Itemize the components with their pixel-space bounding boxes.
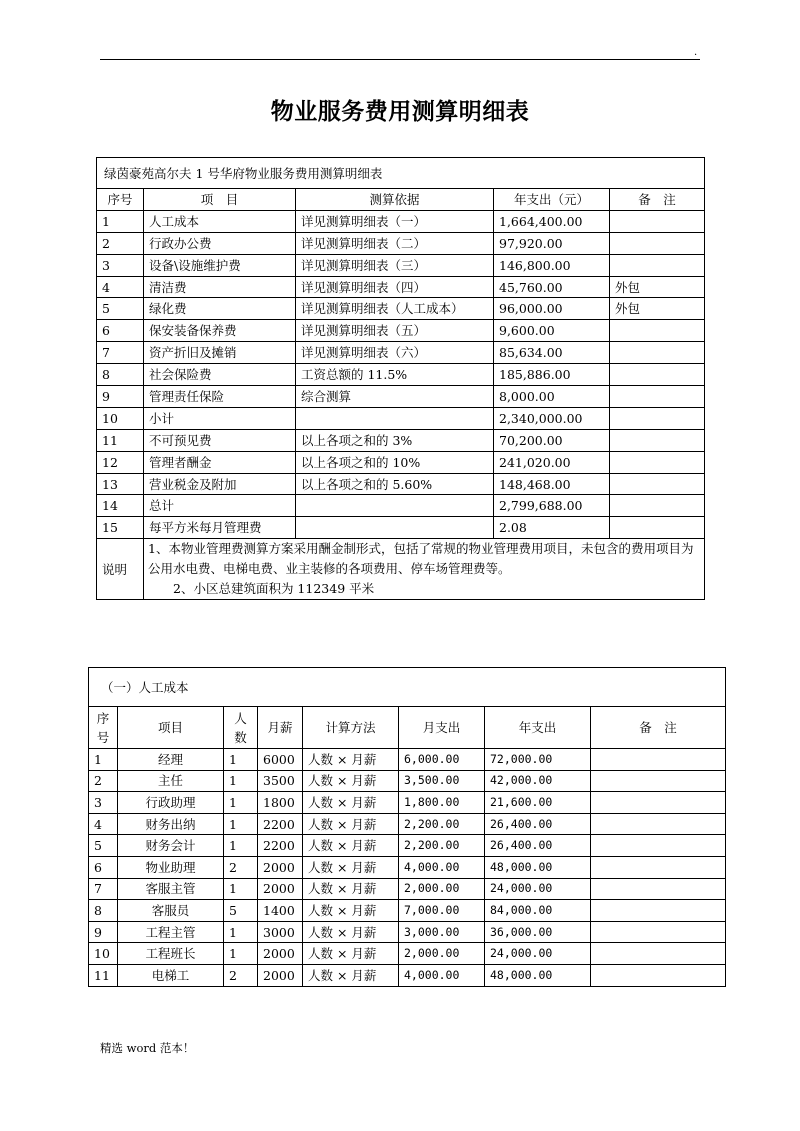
- row-basis: 详见测算明细表（五）: [296, 320, 494, 342]
- row-item: 保安装备保养费: [144, 320, 296, 342]
- row-annual: 146,800.00: [494, 254, 610, 276]
- header-annual: 年支出（元）: [494, 189, 610, 211]
- row-item: 小计: [144, 407, 296, 429]
- row-basis: 详见测算明细表（三）: [296, 254, 494, 276]
- note-line: 2、小区总建筑面积为 112349 平米: [173, 581, 375, 597]
- row-remark: [610, 342, 705, 364]
- row-no: 10: [97, 407, 144, 429]
- labor-monthly: 6,000.00: [399, 749, 485, 771]
- labor-salary: 6000: [258, 749, 303, 771]
- labor-monthly: 3,000.00: [399, 921, 485, 943]
- labor-count: 1: [224, 943, 258, 965]
- row-item: 管理责任保险: [144, 386, 296, 408]
- labor-count: 1: [224, 749, 258, 771]
- labor-remark: [591, 749, 726, 771]
- page-footer: 精选 word 范本！: [100, 1041, 195, 1055]
- row-remark: 外包: [610, 276, 705, 298]
- labor-monthly: 2,200.00: [399, 835, 485, 857]
- header-item: 项 目: [144, 189, 296, 211]
- summary-row: [97, 210, 705, 232]
- labor-row: [89, 749, 726, 771]
- summary-row: [97, 254, 705, 276]
- summary-row: [97, 342, 705, 364]
- labor-salary: 2000: [258, 943, 303, 965]
- row-no: 1: [97, 210, 144, 232]
- row-annual: 148,468.00: [494, 473, 610, 495]
- row-item: 每平方米每月管理费: [144, 517, 296, 539]
- labor-remark: [591, 770, 726, 792]
- labor-header-monthly: 月支出: [399, 707, 485, 749]
- labor-salary: 1800: [258, 792, 303, 814]
- labor-method: 人数 × 月薪: [303, 770, 399, 792]
- labor-monthly: 7,000.00: [399, 900, 485, 922]
- row-basis: 以上各项之和的 3%: [296, 429, 494, 451]
- row-item: 总计: [144, 495, 296, 517]
- row-item: 营业税金及附加: [144, 473, 296, 495]
- summary-row: [97, 473, 705, 495]
- labor-monthly: 2,000.00: [399, 943, 485, 965]
- row-item: 不可预见费: [144, 429, 296, 451]
- labor-item: 主任: [118, 770, 224, 792]
- labor-remark: [591, 813, 726, 835]
- row-item: 设备\设施维护费: [144, 254, 296, 276]
- row-annual: 96,000.00: [494, 298, 610, 320]
- row-remark: [610, 364, 705, 386]
- labor-annual: 26,400.00: [485, 835, 591, 857]
- summary-notes-row: [97, 539, 705, 600]
- row-annual: 2,340,000.00: [494, 407, 610, 429]
- row-remark: [610, 320, 705, 342]
- labor-annual: 48,000.00: [485, 856, 591, 878]
- row-no: 12: [97, 451, 144, 473]
- labor-row: [89, 921, 726, 943]
- labor-header-count: 人 数: [224, 707, 258, 749]
- row-no: 8: [97, 364, 144, 386]
- row-basis: [296, 517, 494, 539]
- labor-row: [89, 878, 726, 900]
- labor-caption: （一）人工成本: [89, 668, 726, 707]
- summary-row: [97, 320, 705, 342]
- row-basis: 以上各项之和的 5.60%: [296, 473, 494, 495]
- labor-count: 1: [224, 813, 258, 835]
- row-item: 社会保险费: [144, 364, 296, 386]
- row-annual: 85,634.00: [494, 342, 610, 364]
- row-remark: [610, 451, 705, 473]
- labor-method: 人数 × 月薪: [303, 900, 399, 922]
- row-annual: 1,664,400.00: [494, 210, 610, 232]
- row-remark: [610, 254, 705, 276]
- labor-annual: 24,000.00: [485, 878, 591, 900]
- labor-item: 行政助理: [118, 792, 224, 814]
- labor-monthly: 3,500.00: [399, 770, 485, 792]
- labor-remark: [591, 900, 726, 922]
- summary-row: [97, 386, 705, 408]
- labor-count: 1: [224, 921, 258, 943]
- labor-row: [89, 964, 726, 986]
- labor-annual: 26,400.00: [485, 813, 591, 835]
- labor-count: 2: [224, 856, 258, 878]
- row-annual: 70,200.00: [494, 429, 610, 451]
- labor-row: [89, 770, 726, 792]
- labor-no: 3: [89, 792, 118, 814]
- labor-method: 人数 × 月薪: [303, 856, 399, 878]
- labor-salary: 3500: [258, 770, 303, 792]
- labor-method: 人数 × 月薪: [303, 878, 399, 900]
- row-annual: 45,760.00: [494, 276, 610, 298]
- row-basis: 综合测算: [296, 386, 494, 408]
- labor-remark: [591, 835, 726, 857]
- row-item: 绿化费: [144, 298, 296, 320]
- labor-row: [89, 813, 726, 835]
- row-no: 11: [97, 429, 144, 451]
- labor-item: 经理: [118, 749, 224, 771]
- row-basis: 详见测算明细表（一）: [296, 210, 494, 232]
- row-remark: [610, 210, 705, 232]
- summary-row: [97, 451, 705, 473]
- row-annual: 9,600.00: [494, 320, 610, 342]
- row-remark: 外包: [610, 298, 705, 320]
- labor-item: 财务会计: [118, 835, 224, 857]
- labor-no: 4: [89, 813, 118, 835]
- labor-no: 5: [89, 835, 118, 857]
- summary-row: [97, 429, 705, 451]
- labor-item: 客服员: [118, 900, 224, 922]
- labor-salary: 2000: [258, 878, 303, 900]
- header-rule: [100, 59, 700, 60]
- summary-row: [97, 298, 705, 320]
- row-annual: 8,000.00: [494, 386, 610, 408]
- summary-caption: 绿茵豪苑高尔夫 1 号华府物业服务费用测算明细表: [97, 158, 705, 189]
- labor-annual: 72,000.00: [485, 749, 591, 771]
- labor-remark: [591, 878, 726, 900]
- row-remark: [610, 232, 705, 254]
- labor-no: 6: [89, 856, 118, 878]
- header-remark: 备 注: [610, 189, 705, 211]
- summary-row: [97, 407, 705, 429]
- row-no: 15: [97, 517, 144, 539]
- summary-row: [97, 232, 705, 254]
- row-annual: 2,799,688.00: [494, 495, 610, 517]
- labor-salary: 1400: [258, 900, 303, 922]
- row-no: 5: [97, 298, 144, 320]
- labor-method: 人数 × 月薪: [303, 943, 399, 965]
- row-remark: [610, 407, 705, 429]
- labor-method: 人数 × 月薪: [303, 921, 399, 943]
- labor-row: [89, 792, 726, 814]
- row-remark: [610, 517, 705, 539]
- labor-monthly: 4,000.00: [399, 856, 485, 878]
- labor-no: 2: [89, 770, 118, 792]
- row-no: 14: [97, 495, 144, 517]
- row-remark: [610, 473, 705, 495]
- labor-no: 9: [89, 921, 118, 943]
- row-no: 4: [97, 276, 144, 298]
- corner-mark: .: [694, 47, 698, 58]
- labor-monthly: 1,800.00: [399, 792, 485, 814]
- row-item: 行政办公费: [144, 232, 296, 254]
- labor-item: 客服主管: [118, 878, 224, 900]
- summary-row: [97, 495, 705, 517]
- labor-header-remark: 备 注: [591, 707, 726, 749]
- labor-count: 2: [224, 964, 258, 986]
- row-no: 7: [97, 342, 144, 364]
- row-no: 9: [97, 386, 144, 408]
- header-basis: 测算依据: [296, 189, 494, 211]
- labor-header-method: 计算方法: [303, 707, 399, 749]
- summary-header-row: [97, 189, 705, 211]
- labor-remark: [591, 792, 726, 814]
- labor-count: 1: [224, 770, 258, 792]
- labor-no: 7: [89, 878, 118, 900]
- labor-row: [89, 856, 726, 878]
- labor-monthly: 2,200.00: [399, 813, 485, 835]
- row-basis: 详见测算明细表（六）: [296, 342, 494, 364]
- row-item: 资产折旧及摊销: [144, 342, 296, 364]
- row-annual: 2.08: [494, 517, 610, 539]
- row-remark: [610, 495, 705, 517]
- labor-header-salary: 月薪: [258, 707, 303, 749]
- row-annual: 97,920.00: [494, 232, 610, 254]
- labor-cost-table: [88, 667, 726, 987]
- row-item: 人工成本: [144, 210, 296, 232]
- labor-count: 1: [224, 878, 258, 900]
- labor-item: 工程班长: [118, 943, 224, 965]
- row-no: 6: [97, 320, 144, 342]
- row-basis: 工资总额的 11.5%: [296, 364, 494, 386]
- labor-salary: 3000: [258, 921, 303, 943]
- row-basis: 详见测算明细表（二）: [296, 232, 494, 254]
- labor-annual: 48,000.00: [485, 964, 591, 986]
- labor-remark: [591, 943, 726, 965]
- row-no: 2: [97, 232, 144, 254]
- labor-count: 1: [224, 835, 258, 857]
- labor-count: 1: [224, 792, 258, 814]
- row-basis: 以上各项之和的 10%: [296, 451, 494, 473]
- row-basis: 详见测算明细表（人工成本）: [296, 298, 494, 320]
- row-basis: [296, 407, 494, 429]
- labor-no: 8: [89, 900, 118, 922]
- labor-item: 财务出纳: [118, 813, 224, 835]
- labor-salary: 2000: [258, 856, 303, 878]
- labor-header-item: 项目: [118, 707, 224, 749]
- labor-annual: 84,000.00: [485, 900, 591, 922]
- labor-row: [89, 835, 726, 857]
- row-annual: 241,020.00: [494, 451, 610, 473]
- labor-monthly: 4,000.00: [399, 964, 485, 986]
- notes-text: [144, 539, 705, 600]
- labor-item: 物业助理: [118, 856, 224, 878]
- row-item: 清洁费: [144, 276, 296, 298]
- labor-method: 人数 × 月薪: [303, 749, 399, 771]
- labor-remark: [591, 921, 726, 943]
- labor-salary: 2000: [258, 964, 303, 986]
- labor-annual: 42,000.00: [485, 770, 591, 792]
- labor-method: 人数 × 月薪: [303, 792, 399, 814]
- summary-table: [96, 157, 705, 600]
- row-basis: 详见测算明细表（四）: [296, 276, 494, 298]
- labor-no: 1: [89, 749, 118, 771]
- summary-row: [97, 276, 705, 298]
- labor-annual: 21,600.00: [485, 792, 591, 814]
- summary-row: [97, 364, 705, 386]
- row-remark: [610, 429, 705, 451]
- labor-salary: 2200: [258, 813, 303, 835]
- labor-method: 人数 × 月薪: [303, 835, 399, 857]
- labor-no: 10: [89, 943, 118, 965]
- row-no: 13: [97, 473, 144, 495]
- note-line: 1、本物业管理费测算方案采用酬金制形式，包括了常规的物业管理费用项目，未包含的费用项目为公用水电费、电梯电费、业主装修的各项费用、停车场管理费等。: [148, 541, 694, 577]
- page-title: 物业服务费用测算明细表: [270, 99, 530, 125]
- labor-header-annual: 年支出: [485, 707, 591, 749]
- labor-annual: 36,000.00: [485, 921, 591, 943]
- row-annual: 185,886.00: [494, 364, 610, 386]
- labor-header-row: [89, 707, 726, 749]
- labor-monthly: 2,000.00: [399, 878, 485, 900]
- row-remark: [610, 386, 705, 408]
- labor-row: [89, 900, 726, 922]
- row-item: 管理者酬金: [144, 451, 296, 473]
- labor-count: 5: [224, 900, 258, 922]
- labor-remark: [591, 856, 726, 878]
- labor-item: 电梯工: [118, 964, 224, 986]
- row-no: 3: [97, 254, 144, 276]
- labor-row: [89, 943, 726, 965]
- header-no: 序号: [97, 189, 144, 211]
- row-basis: [296, 495, 494, 517]
- labor-header-no: 序 号: [89, 707, 118, 749]
- labor-no: 11: [89, 964, 118, 986]
- notes-label: 说明: [97, 539, 144, 600]
- labor-method: 人数 × 月薪: [303, 964, 399, 986]
- labor-salary: 2200: [258, 835, 303, 857]
- labor-remark: [591, 964, 726, 986]
- labor-annual: 24,000.00: [485, 943, 591, 965]
- labor-item: 工程主管: [118, 921, 224, 943]
- summary-row: [97, 517, 705, 539]
- labor-method: 人数 × 月薪: [303, 813, 399, 835]
